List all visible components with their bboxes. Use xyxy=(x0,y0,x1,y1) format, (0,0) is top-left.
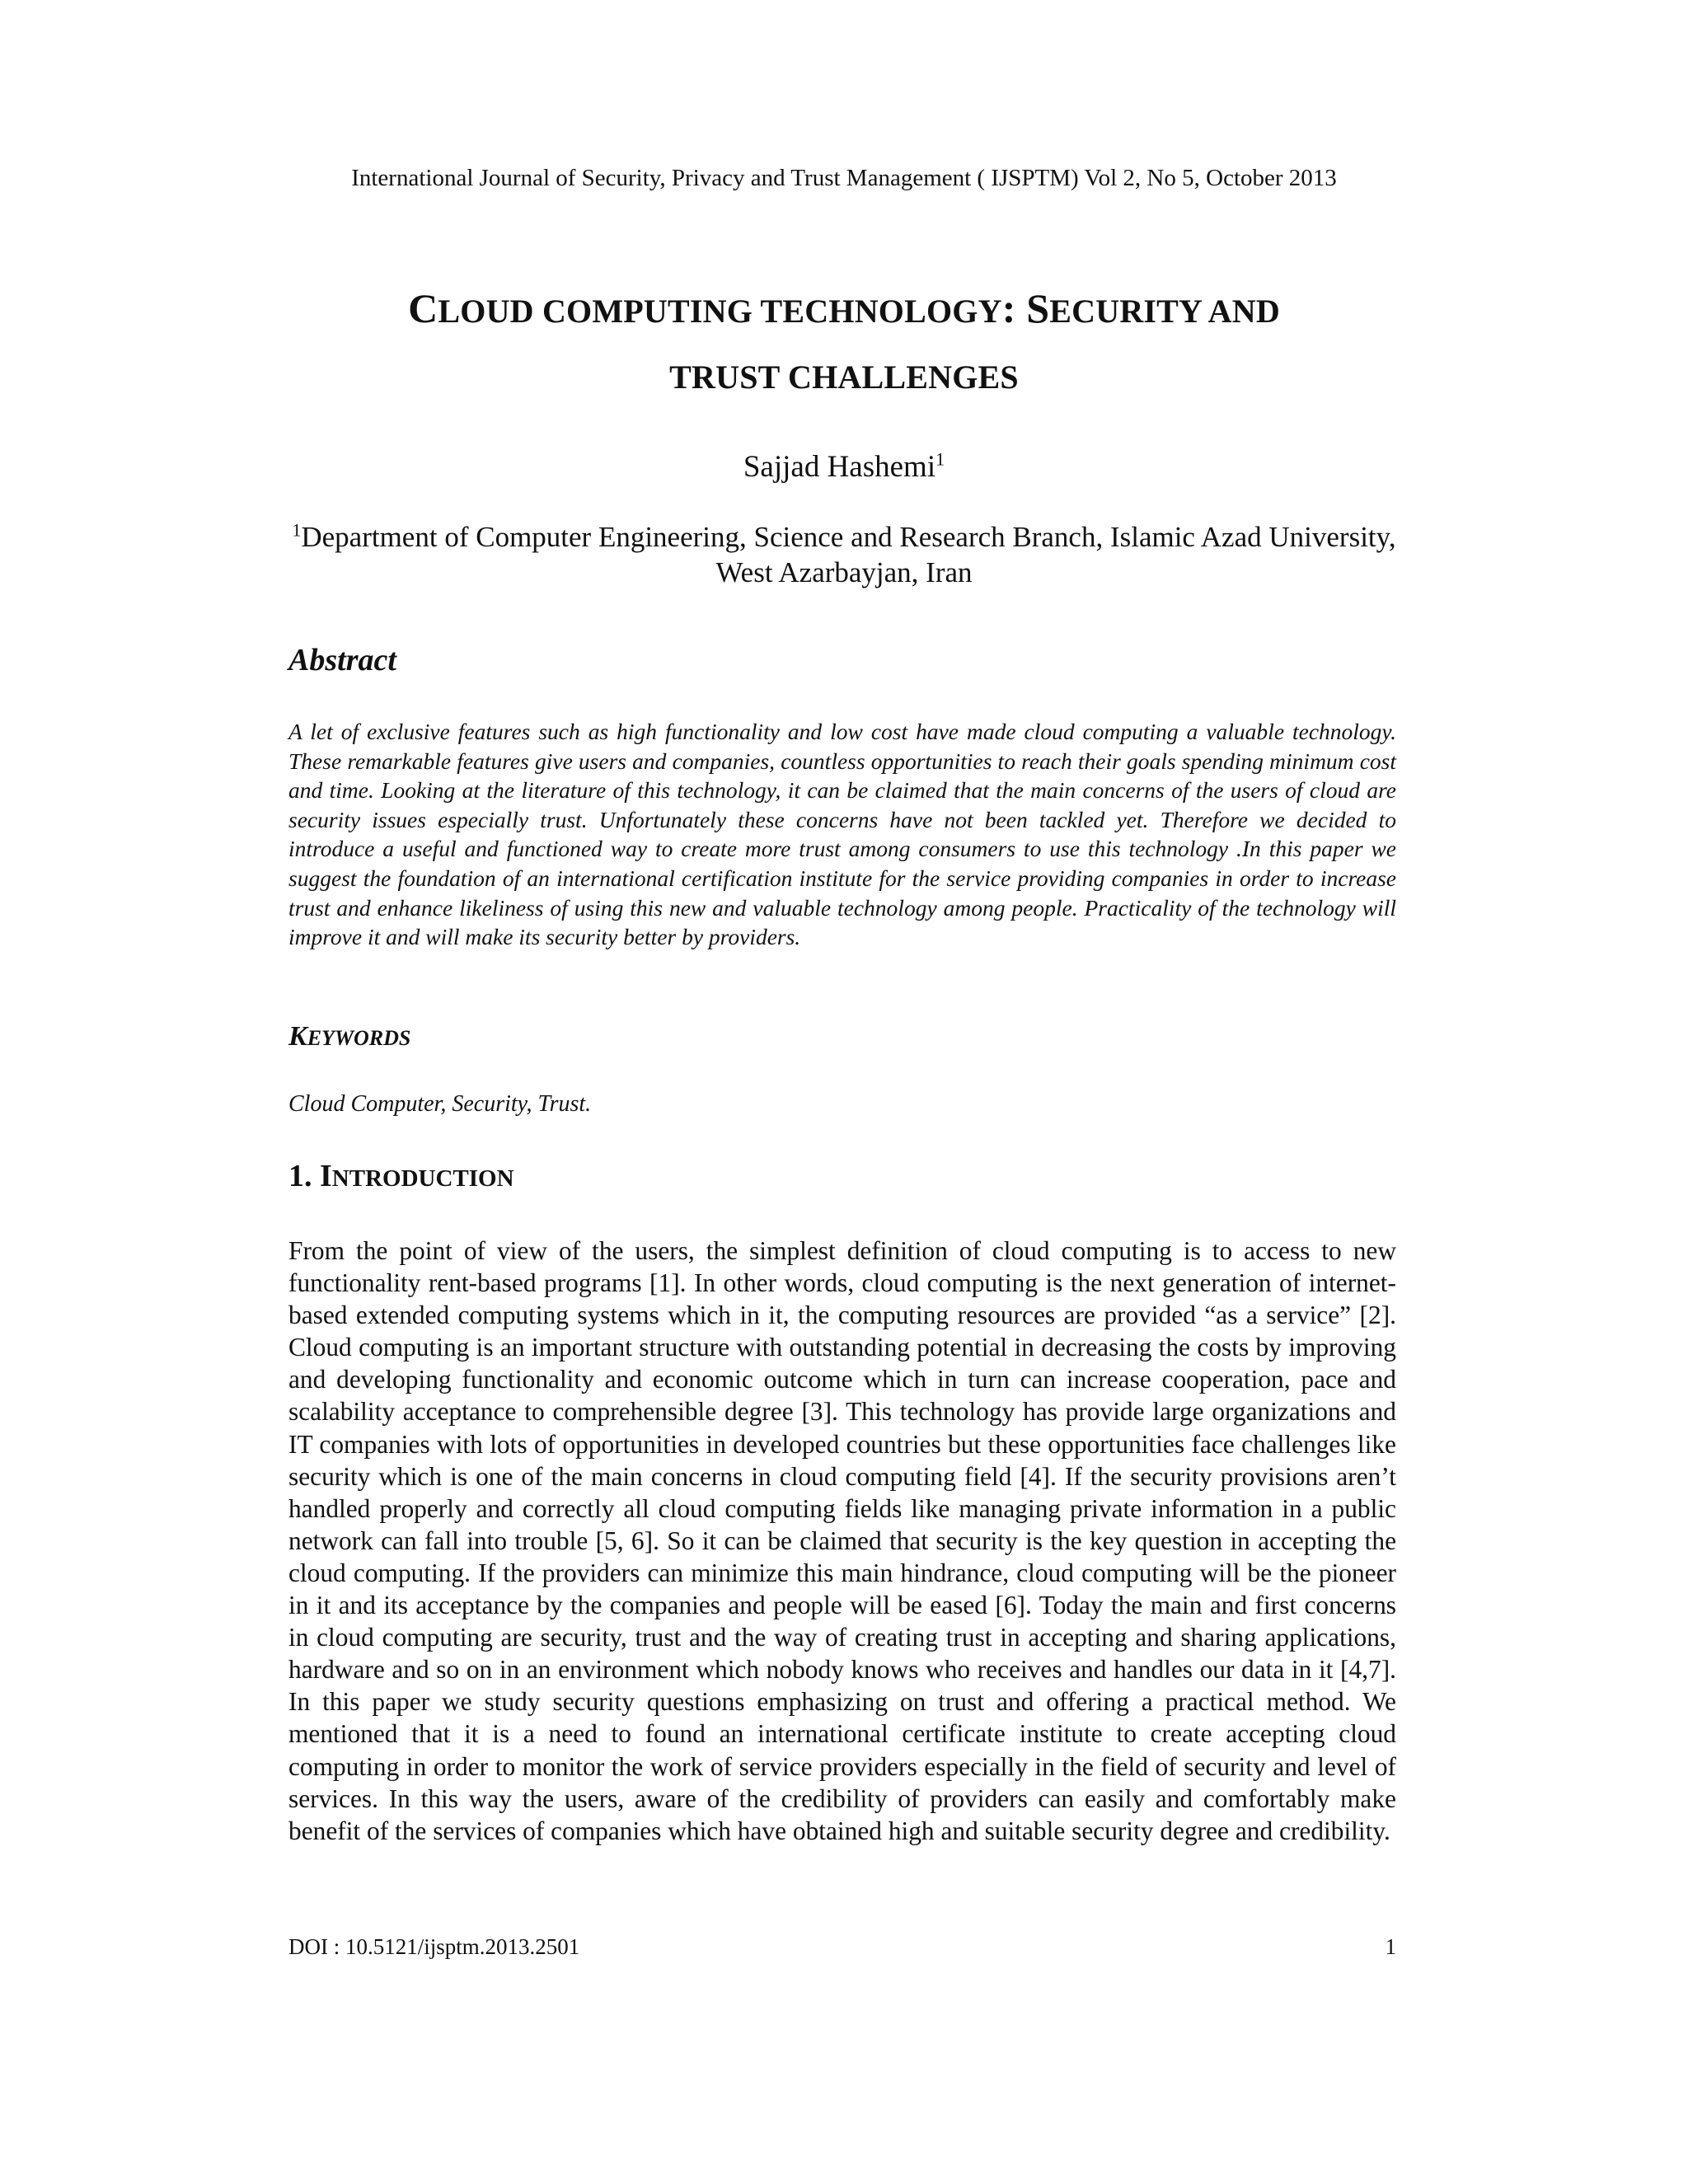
paper-title xyxy=(247,277,1441,409)
abstract-heading: Abstract xyxy=(288,643,396,677)
title-text: LOUD COMPUTING TECHNOLOGY xyxy=(438,293,1002,330)
author-name: Sajjad Hashemi xyxy=(743,450,936,484)
keywords-heading-rest: EYWORDS xyxy=(307,1026,411,1050)
keywords-heading xyxy=(288,1016,410,1059)
affiliation-text: Department of Computer Engineering, Science and Research Branch, Islamic Azad University, West Azarbayjan, Iran xyxy=(301,521,1396,588)
author-affiliation-mark: 1 xyxy=(935,448,945,470)
title-line-1 xyxy=(408,285,1280,331)
title-line-2: TRUST CHALLENGES xyxy=(669,359,1019,396)
section-heading-introduction xyxy=(288,1155,514,1199)
affiliation-mark: 1 xyxy=(292,519,302,541)
title-text: C xyxy=(408,285,438,331)
keywords-list: Cloud Computer, Security, Trust. xyxy=(288,1091,592,1117)
abstract-body: A let of exclusive features such as high functionality and low cost have made cloud computing a valuable technology. These remarkable features give users and companies, countless opportunities to reach their goals spending minimum cost and time. Looking at the literature of this technology, it can be claimed that the main concerns of the users of cloud are security issues especially trust. Unfortunately these concerns have not been tackled yet. Therefore we decided to introduce a useful and functioned way to create more trust among consumers to use this technology .In this paper we suggest the foundation of an international certification institute for the service providing companies in order to increase trust and enhance likeliness of using this new and valuable technology among people. Practicality of the technology will improve it and will make its security better by providers. xyxy=(288,719,1396,950)
section-number: 1. xyxy=(288,1159,312,1193)
journal-running-header: International Journal of Security, Privacy and Trust Management ( IJSPTM) Vol 2, No 5, October 2013 xyxy=(351,165,1337,191)
introduction-body: From the point of view of the users, the simplest definition of cloud computing is to access to new functionality rent-based programs [1]. In other words, cloud computing is the next generation of internet-based extended computing systems which in it, the computing resources are provided “as a service” [2]. Cloud computing is an important structure with outstanding potential in decreasing the costs by improving and developing functionality and economic outcome which in turn can increase cooperation, pace and scalability acceptance to comprehensible degree [3]. This technology has provide large organizations and IT companies with lots of opportunities in developed countries but these opportunities face challenges like security which is one of the main concerns in cloud computing field [4]. If the security provisions aren’t handled properly and correctly all cloud computing fields like managing private information in a public network can fall into trouble [5, 6]. So it can be claimed that security is the key question in accepting the cloud computing. If the providers can minimize this main hindrance, cloud computing will be the pioneer in it and its acceptance by the companies and people will be eased [6]. Today the main and first concerns in cloud computing are security, trust and the way of creating trust in accepting and sharing applications, hardware and so on in an environment which nobody knows who receives and handles our data in it [4,7]. In this paper we study security questions emphasizing on trust and offering a practical method. We mentioned that it is a need to found an international certificate institute to create accepting cloud computing in order to monitor the work of service providers especially in the field of security and level of services. In this way the users, aware of the credibility of providers can easily and comfortably make benefit of the services of companies which have obtained high and suitable security degree and credibility. xyxy=(288,1236,1396,1845)
section-heading-rest: NTRODUCTION xyxy=(331,1165,514,1192)
title-text: ECURITY AND xyxy=(1049,293,1280,330)
author-affiliation xyxy=(280,519,1408,590)
footer-doi: DOI : 10.5121/ijsptm.2013.2501 xyxy=(288,1934,580,1959)
title-text: : S xyxy=(1001,285,1050,331)
keywords-heading-initial: K xyxy=(288,1021,307,1052)
section-heading-initial: I xyxy=(320,1159,332,1193)
footer-page-number: 1 xyxy=(1385,1934,1396,1959)
author-line xyxy=(0,447,1688,488)
